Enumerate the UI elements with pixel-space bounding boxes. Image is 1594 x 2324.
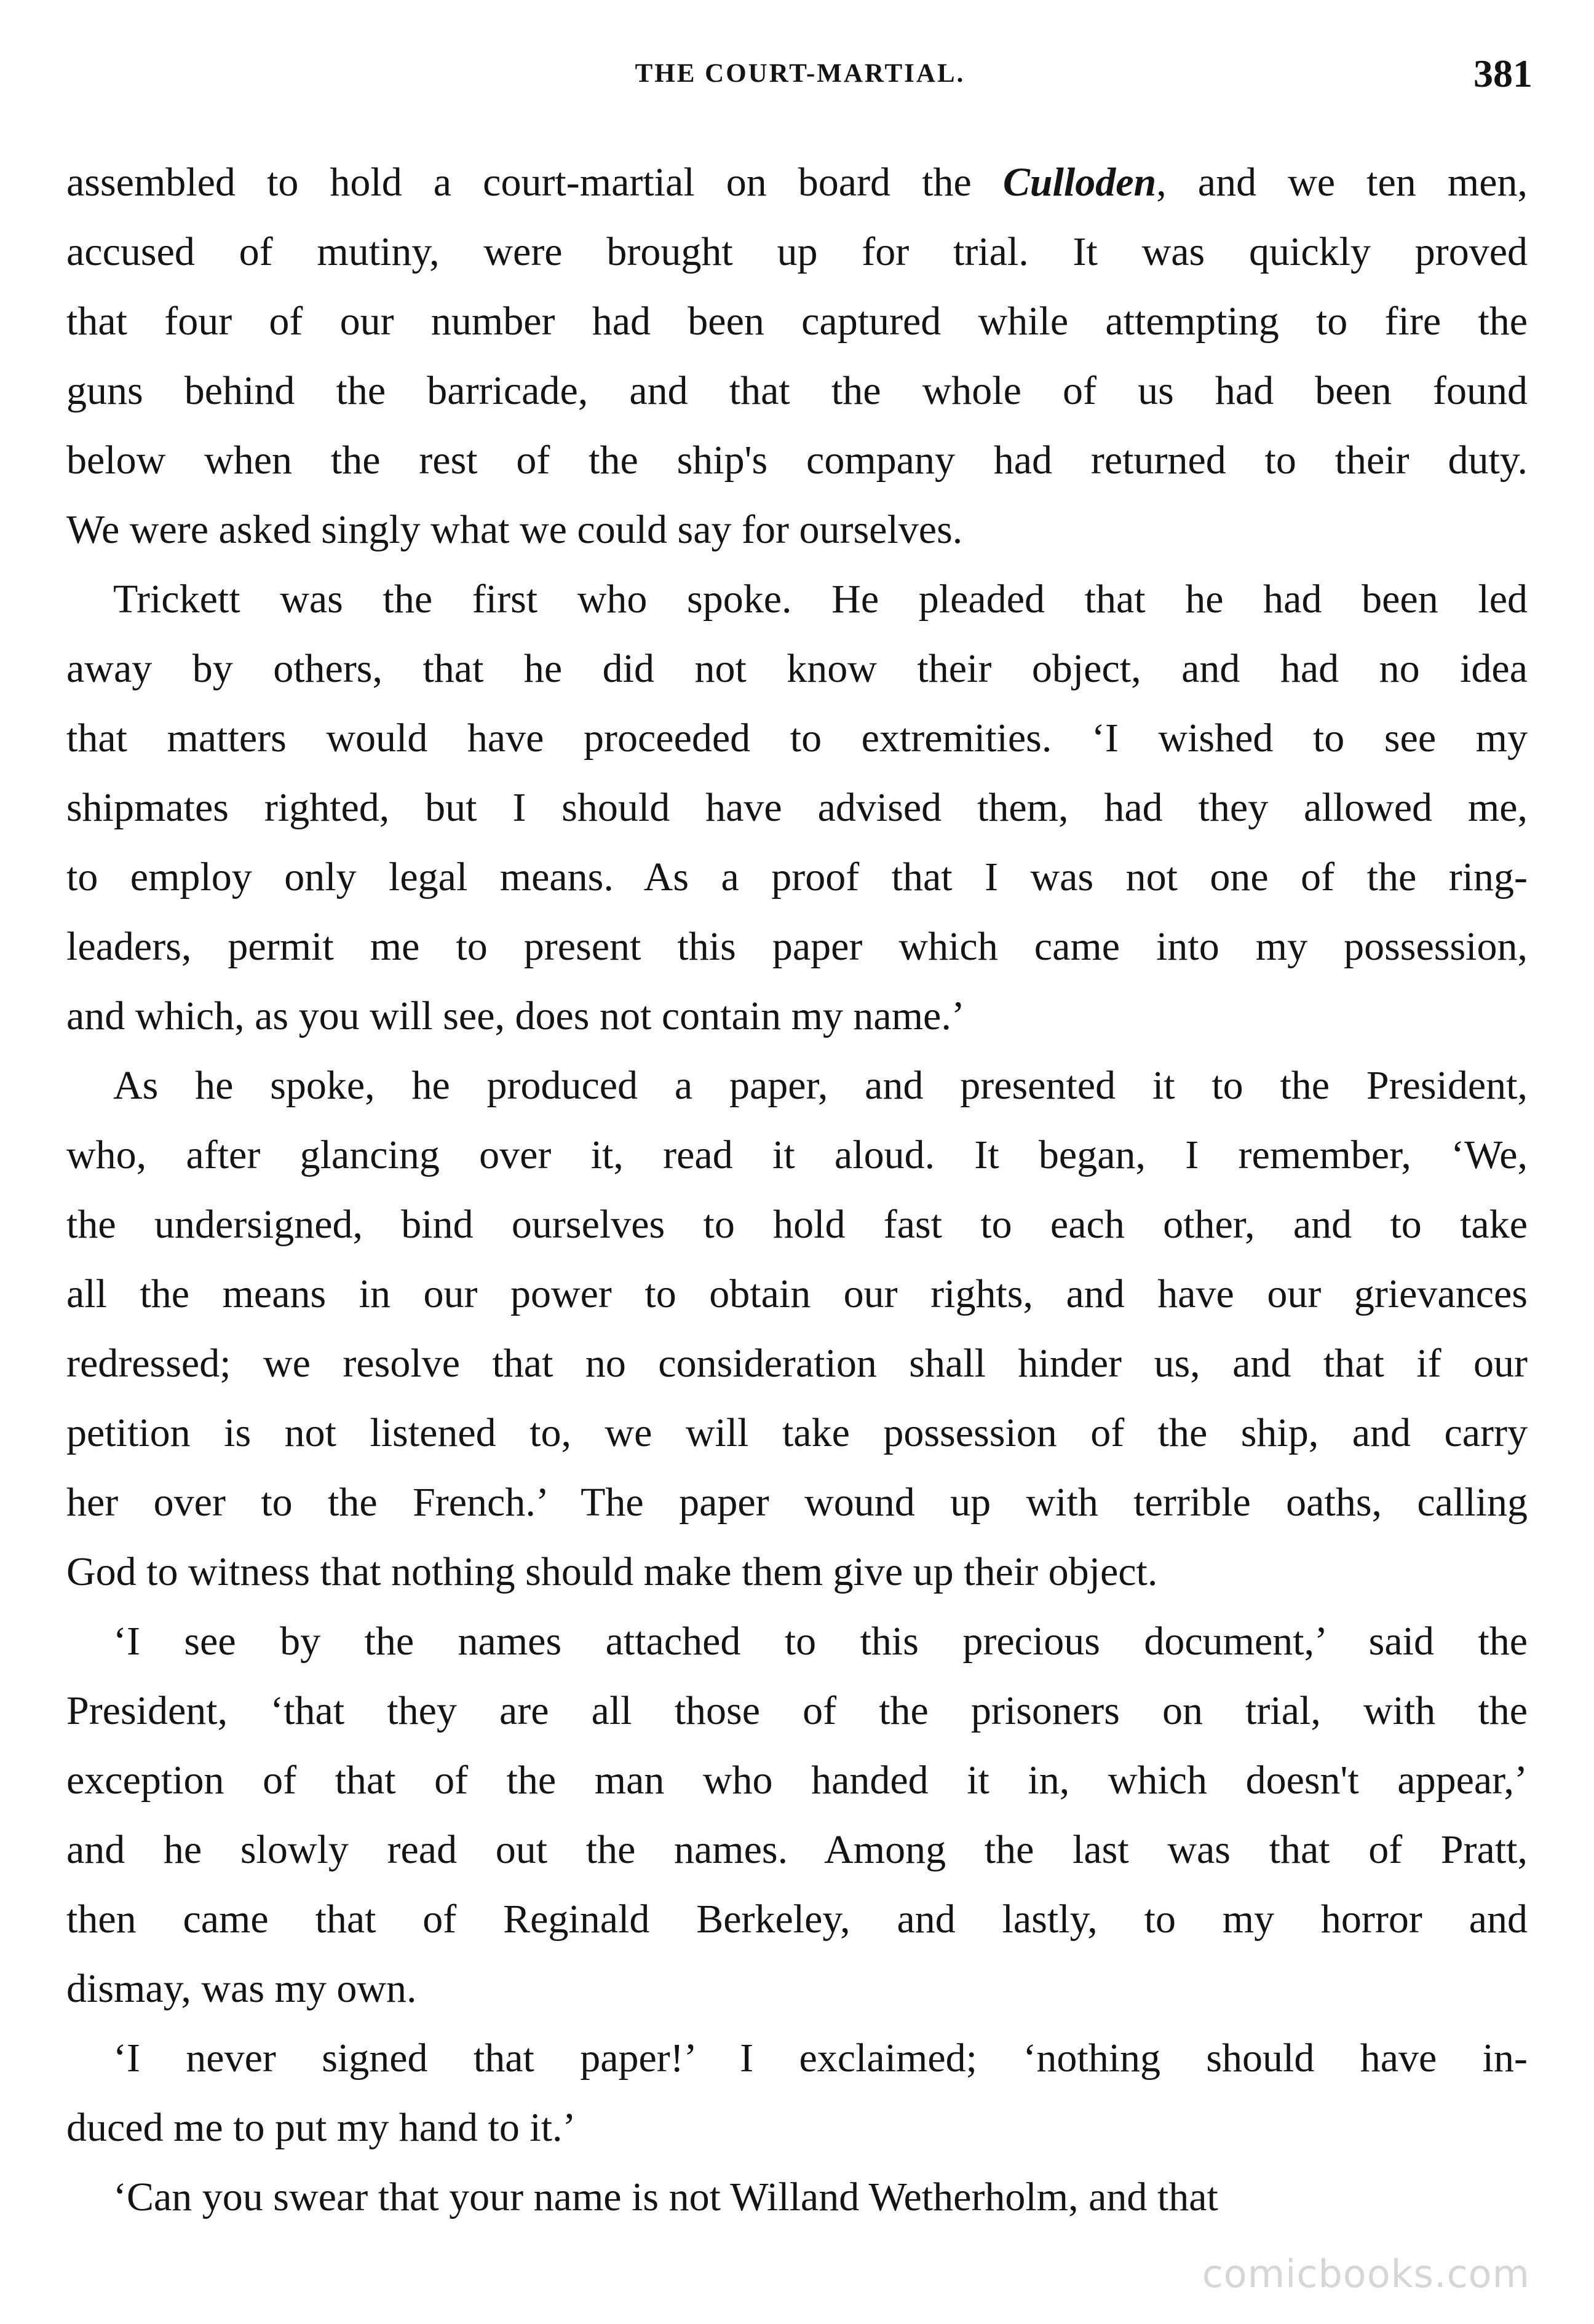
text-line — [66, 1329, 1528, 1398]
text-segment: ‘I see by the names attached to this precious document,’ said the — [113, 1619, 1528, 1664]
text-line — [66, 634, 1528, 703]
text-line — [66, 425, 1528, 495]
text-line — [66, 148, 1528, 217]
text-line — [66, 912, 1528, 981]
page-header — [68, 52, 1533, 114]
text-segment: her over to the French.’ The paper wound up with terrible oaths, calling — [66, 1480, 1528, 1525]
text-segment: ‘Can you swear that your name is not Willand Wetherholm, and that — [113, 2175, 1218, 2219]
paragraph — [66, 1607, 1528, 2023]
page-number: 381 — [1473, 52, 1533, 95]
ship-name: Culloden — [1002, 160, 1157, 205]
text-line — [66, 1259, 1528, 1329]
running-head: THE COURT-MARTIAL. — [635, 59, 966, 88]
paragraph — [66, 2023, 1528, 2162]
text-line — [66, 1884, 1528, 1954]
text-segment: exception of that of the man who handed it in, which doesn't appear,’ — [66, 1758, 1528, 1803]
text-segment: shipmates righted, but I should have advised them, had they allowed me, — [66, 785, 1528, 830]
text-line — [66, 1954, 1528, 2023]
text-line — [66, 1190, 1528, 1259]
text-segment: then came that of Reginald Berkeley, and lastly, to my horror and — [66, 1897, 1528, 1942]
text-line — [66, 1676, 1528, 1745]
text-line — [66, 2023, 1528, 2093]
text-segment: to employ only legal means. As a proof that I was not one of the ring- — [66, 855, 1528, 899]
text-segment: the undersigned, bind ourselves to hold fast to each other, and to take — [66, 1202, 1528, 1247]
text-segment: We were asked singly what we could say for ourselves. — [66, 507, 963, 552]
text-line — [66, 1398, 1528, 1468]
text-segment: and which, as you will see, does not contain my name.’ — [66, 994, 965, 1038]
paragraph — [66, 2162, 1528, 2232]
text-segment: leaders, permit me to present this paper which came into my possession, — [66, 924, 1528, 969]
text-line — [66, 842, 1528, 912]
text-segment: assembled to hold a court-martial on board the — [66, 160, 1003, 205]
text-segment: , and we ten men, — [1156, 160, 1528, 205]
text-line — [66, 1815, 1528, 1884]
text-segment: all the means in our power to obtain our rights, and have our grievances — [66, 1271, 1528, 1316]
text-line — [66, 495, 1528, 564]
text-segment: below when the rest of the ship's company had returned to their duty. — [66, 438, 1528, 483]
paragraph — [66, 564, 1528, 1051]
text-line — [66, 1051, 1528, 1120]
text-segment: that matters would have proceeded to extremities. ‘I wished to see my — [66, 716, 1528, 761]
text-line — [66, 703, 1528, 773]
text-segment: redressed; we resolve that no consideration shall hinder us, and that if our — [66, 1341, 1528, 1386]
text-segment: President, ‘that they are all those of the prisoners on trial, with the — [66, 1688, 1528, 1733]
text-line — [66, 1120, 1528, 1190]
text-line — [66, 1745, 1528, 1815]
paragraph — [66, 148, 1528, 564]
text-segment: Trickett was the first who spoke. He pleaded that he had been led — [113, 577, 1528, 622]
text-line — [66, 773, 1528, 842]
text-segment: petition is not listened to, we will take possession of the ship, and carry — [66, 1410, 1528, 1455]
body-text — [66, 148, 1528, 2232]
text-line — [66, 287, 1528, 356]
text-segment: that four of our number had been captured while attempting to fire the — [66, 299, 1528, 344]
text-line — [66, 217, 1528, 287]
text-segment: and he slowly read out the names. Among the last was that of Pratt, — [66, 1827, 1528, 1872]
text-line — [66, 2093, 1528, 2162]
text-segment: ‘I never signed that paper!’ I exclaimed; ‘nothing should have in- — [113, 2036, 1528, 2081]
text-line — [66, 1607, 1528, 1676]
text-line — [66, 1537, 1528, 1607]
text-segment: who, after glancing over it, read it aloud. It began, I remember, ‘We, — [66, 1132, 1528, 1177]
paragraph — [66, 1051, 1528, 1607]
text-segment: God to witness that nothing should make them give up their object. — [66, 1549, 1158, 1594]
text-segment: guns behind the barricade, and that the whole of us had been found — [66, 368, 1528, 413]
text-line — [66, 1468, 1528, 1537]
text-segment: duced me to put my hand to it.’ — [66, 2105, 576, 2150]
text-line — [66, 564, 1528, 634]
watermark: comicbooks.com — [1202, 2251, 1530, 2296]
text-segment: away by others, that he did not know their object, and had no idea — [66, 646, 1528, 691]
text-line — [66, 2162, 1528, 2232]
text-segment: accused of mutiny, were brought up for trial. It was quickly proved — [66, 229, 1528, 274]
text-segment: As he spoke, he produced a paper, and presented it to the President, — [113, 1063, 1528, 1108]
text-segment: dismay, was my own. — [66, 1966, 417, 2011]
text-line — [66, 356, 1528, 425]
text-line — [66, 981, 1528, 1051]
